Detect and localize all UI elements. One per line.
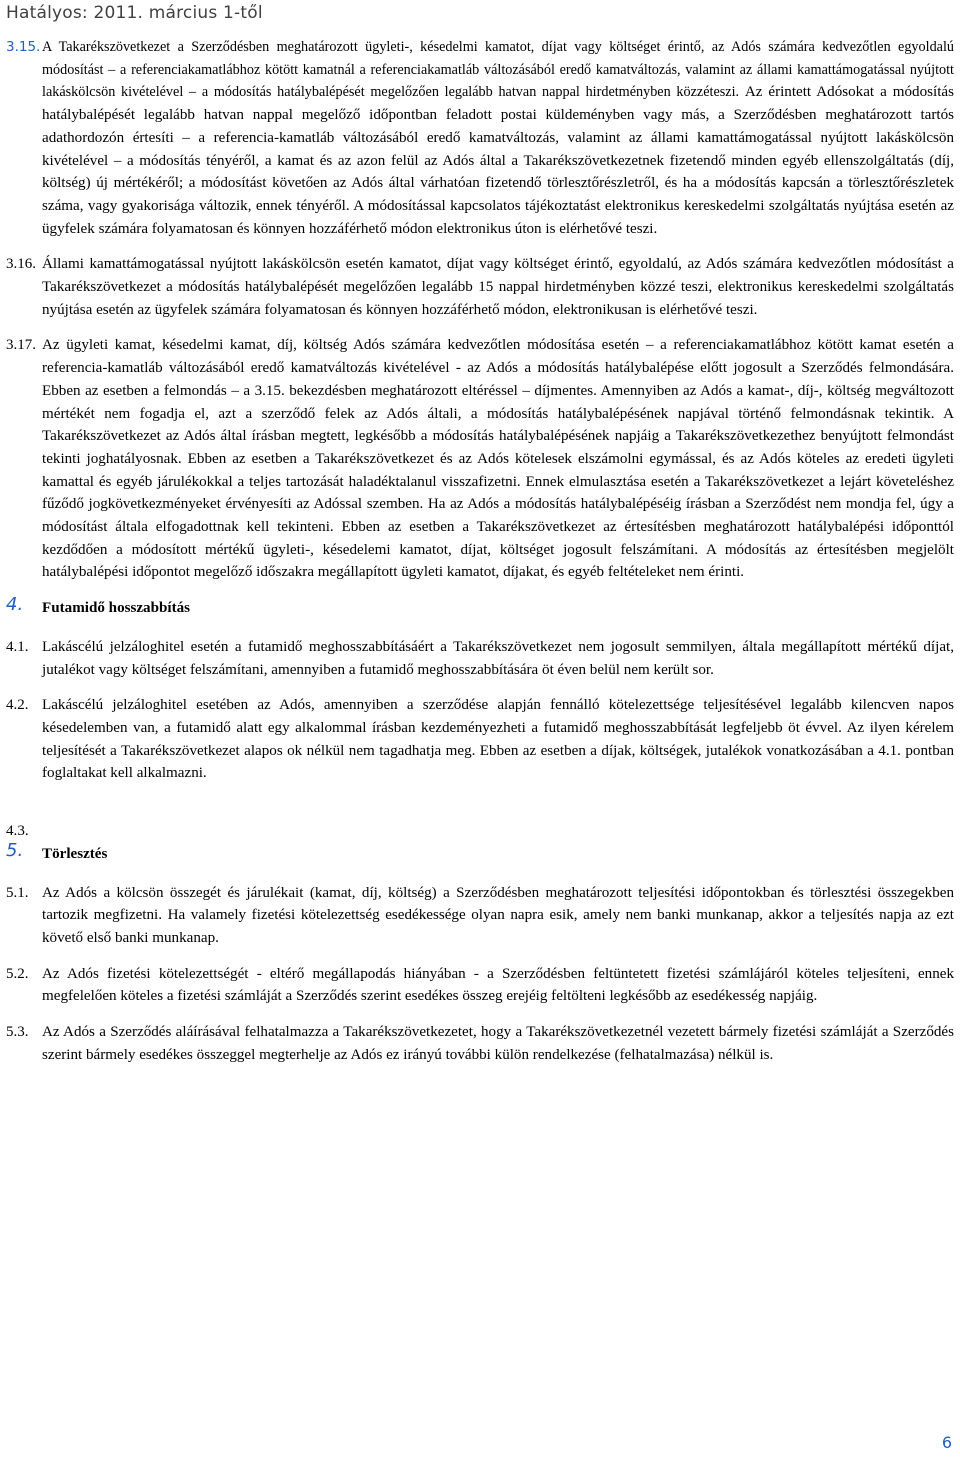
section-4-3 (0, 820, 960, 843)
section-number: 4.1. (6, 638, 29, 655)
paragraph: Állami kamattámogatással nyújtott lakáskölcsön esetén kamatot, díjat vagy költséget érintő, egyoldalú, az Adós számára kedvezőtlen módosítást a Takarékszövetkezet a módosítás hatálybalépését megelőzően legalább 15 nappal hirdetményben közzé teszi, elektronikus kereskedelmi szolgáltatás nyújtása esetén az ügyfelek számára folyamatosan és könnyen hozzáférhető módon, elektronikusan is elérhetővé teszi. (42, 256, 954, 318)
paragraph: Lakáscélú jelzáloghitel esetében az Adós, amennyiben a szerződése alapján fennálló kötelezettsége teljesítésével legalább kilencven napos késedelemben van, a futamidő alatt egy alkalommal írásban kezdeményezheti a futamidő meghosszabbítását legfeljebb öt évvel. Az ilyen kérelem teljesítését a Takarékszövetkezet alapos ok nélkül nem tagadhatja meg. Ebben az esetben a díjak, költségek, jutalékok vonatkozásában a 4.1. pontban foglaltakat kell alkalmazni. (42, 697, 954, 782)
section-3-17 (0, 334, 960, 584)
section-number: 4.3. (6, 823, 29, 840)
section-number: 3.15. (6, 39, 41, 55)
section-number: 3.17. (6, 337, 36, 354)
section-number: 5.2. (6, 965, 29, 982)
heading-4 (0, 594, 960, 620)
page-number: 6 (941, 1433, 952, 1452)
paragraph: Az Adós a Szerződés aláírásával felhatalmazza a Takarékszövetkezetet, hogy a Takarékszövetkezetnél vezetett bármely fizetési számláját a Szerződés szerint bármely esedékes összeggel megterhelje az Adós ez irányú további külön rendelkezése (felhatalmazása) nélkül is. (42, 1024, 954, 1063)
heading-number: 5. (6, 839, 24, 861)
heading-title: Törlesztés (42, 845, 108, 862)
section-4-2 (0, 694, 960, 785)
section-3-16 (0, 253, 960, 321)
section-number: 4.2. (6, 697, 29, 714)
paragraph: Az Adós a kölcsön összegét és járulékait (kamat, díj, költség) a Szerződésben meghatározott teljesítési időpontokban és törlesztési összegekben tartozik megfizetni. Ha valamely fizetési kötelezettség esedékessége olyan napra esik, amely nem banki munkanap, akkor a teljesítés napja az ezt követő első banki munkanap. (42, 884, 954, 946)
section-5-2 (0, 963, 960, 1008)
paragraph: Az Adós fizetési kötelezettségét - eltérő megállapodás hiányában - a Szerződésben feltüntetett fizetési számlájáról köteles teljesíteni, ennek megfelelően köteles a fizetési számláját a Szerződés szerint esedékes összeg erejéig feltölteni legkésőbb az esedékesség napjáig. (42, 965, 954, 1005)
paragraph: Lakáscélú jelzáloghitel esetén a futamidő meghosszabbításáért a Takarékszövetkezet nem jogosult semmilyen, általa megállapított mértékű díjat, jutalékot vagy költséget felszámítani, amennyiben a futamidő meghosszabbítására öt éven belül nem került sor. (42, 638, 954, 678)
document-body (0, 36, 960, 1066)
section-5-1 (0, 882, 960, 950)
heading-5 (0, 839, 960, 866)
page-header: Hatályos: 2011. március 1-től (6, 3, 263, 23)
section-number: 5.3. (6, 1024, 29, 1041)
section-5-3 (0, 1021, 960, 1066)
section-number: 5.1. (6, 884, 29, 901)
section-number: 3.16. (6, 256, 36, 273)
section-3-15 (0, 36, 960, 240)
heading-number: 4. (6, 594, 24, 616)
paragraph: Az ügyleti kamat, késedelmi kamat, díj, költség Adós számára kedvezőtlen módosítása esetén – a referenciakamatlábhoz kötött kamat esetén a referencia-kamatláb változásából eredő kamatváltozás kivételével - az Adós a módosítás hatálybalépése előtt jogosult a Szerződés felmondására. Ebben az esetben a felmondás – a 3.15. bekezdésben meghatározott eltéréssel – díjmentes. Amennyiben az Adós a kamat-, díj-, költség megváltozott mértékét nem fogadja el, azt a szerződő felek az Adós általi, a módosítás hatálybalépésének napjával történő felmondásnak tekintik. A Takarékszövetkezet az Adós által írásban megtett, legkésőbb a módosítás hatálybalépésének napjáig a Takarékszövetkezethez benyújtott felmondást tekinti joghatályosnak. Ebben az esetben a Takarékszövetkezet és az Adós kötelesek elszámolni egymással, és az Adós köteles az eredeti ügyleti kamattal és egyéb járulékokkal a teljes tartozását haladéktalanul visszafizetni. Ennek elmulasztása esetén a Takarékszövetkezet a lejárt követeléshez fűződő jogkövetkezményeket érvényesíti az Adóssal szemben. Ha az Adós a módosítás hatálybalépéséig írásban a Szerződést nem mondja fel, úgy a módosítást általa elfogadottnak kell tekinteni. Ebben az esetben a Takarékszövetkezet az értesítésben meghatározott hatálybalépési időponttól kezdődően a módosított mértékű ügyleti-, késedelemi kamatot, díjat, költséget jogosult felszámítani. A módosítás az értesítésben megjelölt hatálybalépési időpontot megelőző időszakra megállapított ügyleti kamatot, díjakat, és egyéb feltételeket nem érinti. (42, 337, 954, 581)
section-4-1 (0, 636, 960, 681)
paragraph-text: A Takarékszövetkezet a Szerződésben meghatározott ügyleti-, késedelmi kamatot, díjat vagy költséget érintő, az Adós számára kedvezőtlen egyoldalú módosítást – a referenciakamatlábhoz kötött kamatnál a referenciakamatláb változásából eredő kamatváltozás, valamint az állami kamattámogatással nyújtott lakáskölcsön kivételével – a módosítás hatálybalépését megelőzően legalább hatvan nappal hirdetményben közzéteszi. (42, 39, 954, 101)
paragraph (42, 36, 954, 240)
heading-title: Futamidő hosszabbítás (42, 600, 191, 617)
paragraph-text-continued: Az érintett Adósokat a módosítás hatálybalépését legalább hatvan nappal megelőző időpontban feladott postai küldeményben vagy más, a Szerződésben meghatározott tartós adathordozón értesíti – a referencia-kamatláb változásából eredő kamatváltozás, valamint az állami kamattámogatással nyújtott lakáskölcsön kivételével – a módosítás tényéről, a kamat és az azon felül az Adós által a Takarékszövetkezetnek fizetendő minden egyéb ellenszolgáltatás (díj, költség) új mértékéről; a módosítást követően az Adós által várhatóan fizetendő törlesztőrészletről, és ha a módosítás kapcsán a törlesztőrészletek száma, vagy gyakorisága változik, ennek tényéről. A módosítással kapcsolatos tájékoztatást elektronikus kereskedelmi szolgáltatás nyújtása esetén az ügyfelek számára folyamatosan és könnyen hozzáférhető módon elektronikus úton is elérhetővé teszi. (42, 84, 954, 237)
